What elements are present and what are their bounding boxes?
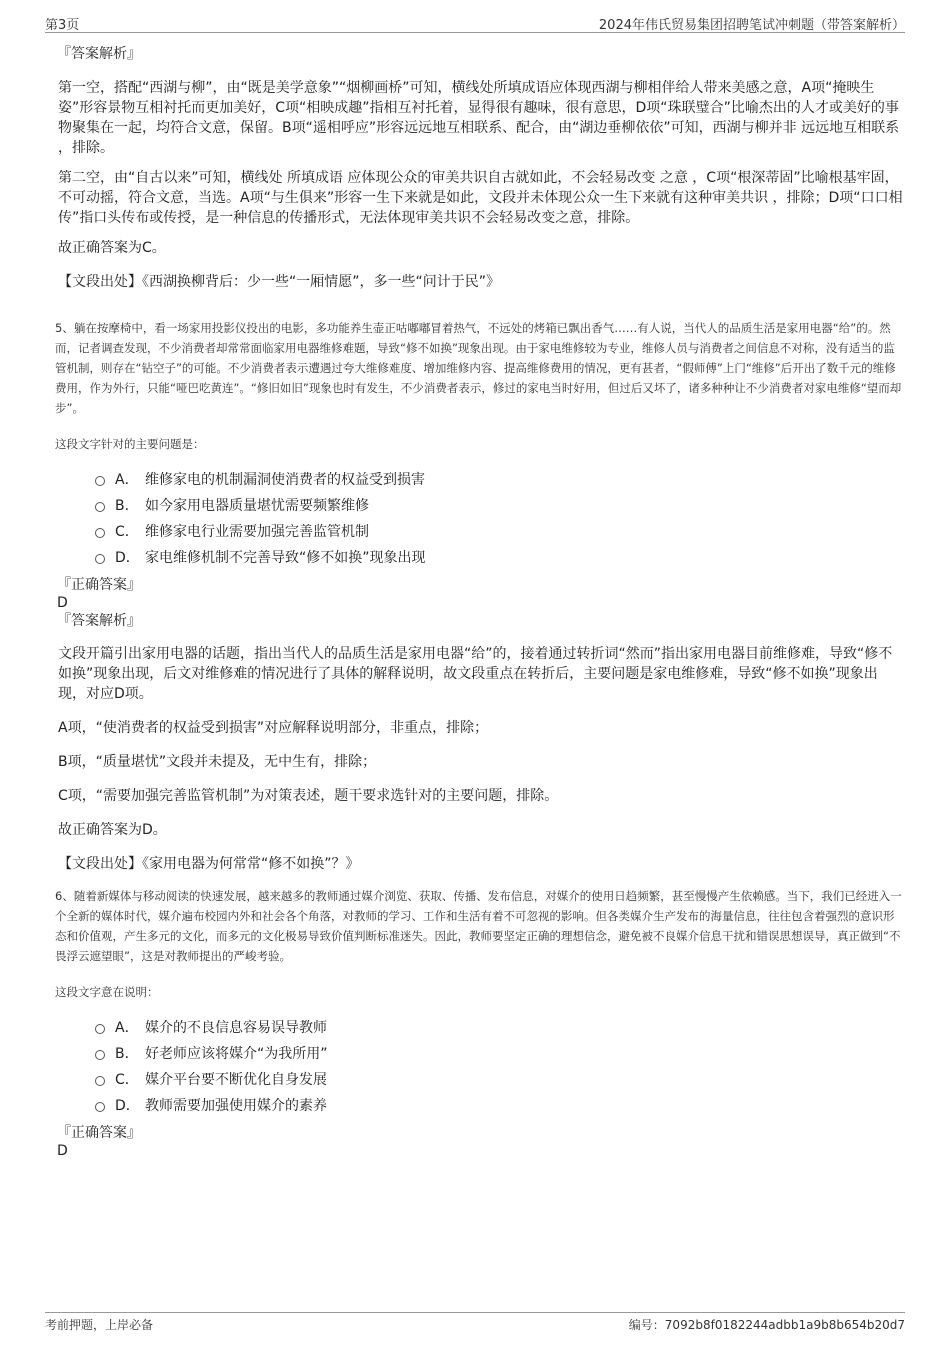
- answer-tag: 『正确答案』: [57, 1125, 141, 1141]
- option-b[interactable]: [95, 1040, 905, 1066]
- answer-tag: 『正确答案』: [57, 577, 141, 593]
- option-label: 媒介的不良信息容易误导教师: [145, 1020, 327, 1036]
- option-letter: A．: [115, 1020, 139, 1036]
- analysis-paragraph: 文段开篇引出家用电器的话题，指出当代人的品质生活是家用电器“给”的，接着通过转折词“然而”指出家用电器目前维修难，导致“修不如换”现象出现，后文对维修难的情况进行了具体的解释说明，故文段重点在转折后，主要问题是家电维修难，导致“修不如换”现象出现，对应D项。: [58, 646, 893, 702]
- radio-icon[interactable]: [95, 554, 105, 564]
- option-label: 维修家电行业需要加强完善监管机制: [145, 524, 369, 540]
- option-c[interactable]: [95, 1066, 905, 1092]
- source-citation: 【文段出处】《家用电器为何常常“修不如换”？》: [58, 856, 360, 872]
- option-list: [95, 466, 905, 570]
- radio-icon[interactable]: [95, 1102, 105, 1112]
- correct-answer: D: [57, 595, 68, 611]
- page-footer: [45, 1312, 905, 1333]
- analysis-option-c: C项，“需要加强完善监管机制”为对策表述，题干要求选针对的主要问题，排除。: [58, 788, 559, 804]
- radio-icon[interactable]: [95, 502, 105, 512]
- radio-icon[interactable]: [95, 476, 105, 486]
- option-letter: B．: [115, 1046, 139, 1062]
- footer-note: 考前押题，上岸必备: [45, 1318, 154, 1332]
- option-letter: B．: [115, 498, 139, 514]
- option-list: [95, 1014, 905, 1118]
- document-code: 编号：7092b8f0182244adbb1a9b8b654b20d7: [628, 1318, 905, 1332]
- document-title: 2024年伟氏贸易集团招聘笔试冲刺题（带答案解析）: [598, 18, 905, 33]
- option-label: 好老师应该将媒介“为我所用”: [145, 1046, 328, 1062]
- radio-icon[interactable]: [95, 1050, 105, 1060]
- main-content: [55, 44, 905, 1160]
- option-letter: C．: [115, 524, 139, 540]
- page-number: 第3页: [45, 18, 80, 33]
- question-text: 6、随着新媒体与移动阅读的快速发展，越来越多的教师通过媒介浏览、获取、传播、发布信息，对媒介的使用日趋频繁，甚至慢慢产生依赖感。当下，我们已经进入一个全新的媒体时代，媒介遍布校园内外和社会各个角落，对教师的学习、工作和生活有着不可忽视的影响。但各类媒介生产发布的海量信息，往往包含着强烈的意识形态和价值观，产生多元的文化，而多元的文化极易导致价值判断标准迷失。因此，教师要坚定正确的理想信念，避免被不良媒介信息干扰和错误思想误导，真正做到“不畏浮云遮望眼”，这是对教师提出的严峻考验。: [55, 889, 902, 963]
- option-a[interactable]: [95, 466, 905, 492]
- option-label: 维修家电的机制漏洞使消费者的权益受到损害: [145, 472, 425, 488]
- analysis-tag: 『答案解析』: [57, 613, 141, 629]
- option-letter: C．: [115, 1072, 139, 1088]
- analysis-option-a: A项，“使消费者的权益受到损害”对应解释说明部分，非重点，排除；: [58, 720, 489, 736]
- radio-icon[interactable]: [95, 1076, 105, 1086]
- option-label: 如今家用电器质量堪忧需要频繁维修: [145, 498, 369, 514]
- option-letter: D．: [115, 1098, 140, 1114]
- correct-answer: D: [57, 1143, 68, 1159]
- option-d[interactable]: [95, 1092, 905, 1118]
- question-prompt: 这段文字意在说明：: [55, 985, 159, 999]
- option-label: 媒介平台要不断优化自身发展: [145, 1072, 327, 1088]
- option-c[interactable]: [95, 518, 905, 544]
- analysis-paragraph: 第二空，由“自古以来”可知，横线处 所填成语 应体现公众的审美共识自古就如此，不会轻易改变 之意 ，C项“根深蒂固”比喻根基牢固，不可动摇，符合文意，当选。A项“与生俱来”形容一生下来就是如此，文段并未体现公众一生下来就有这种审美共识 ，排除；D项“口口相传”指口头传布或传授，是一种信息的传播形式，无法体现审美共识不会轻易改变之意，排除。: [58, 170, 903, 226]
- option-letter: A．: [115, 472, 139, 488]
- radio-icon[interactable]: [95, 528, 105, 538]
- analysis-conclusion: 故正确答案为D。: [58, 822, 167, 838]
- analysis-option-b: B项，“质量堪忧”文段并未提及，无中生有，排除；: [58, 754, 377, 770]
- analysis-paragraph: 第一空，搭配“西湖与柳”，由“既是美学意象”“烟柳画桥”可知，横线处所填成语应体现西湖与柳相伴给人带来美感之意，A项“掩映生姿”形容景物互相衬托而更加美好，C项“相映成趣”指相互衬托着，显得很有趣味，很有意思，D项“珠联璧合”比喻杰出的人才或美好的事物聚集在一起，均符合文意，保留。B项“遥相呼应”形容远远地互相联系、配合，由“湖边垂柳依依”可知，西湖与柳并非 远远地互相联系 ，排除。: [58, 80, 900, 156]
- question-text: 5、躺在按摩椅中，看一场家用投影仪投出的电影，多功能养生壶正咕嘟嘟冒着热气，不远处的烤箱已飘出香气……有人说，当代人的品质生活是家用电器“给”的。然而，记者调查发现，不少消费者却常常面临家用电器维修难题，导致“修不如换”现象出现。由于家电维修较为专业，维修人员与消费者之间信息不对称，没有适当的监管机制，则存在“钻空子”的可能。不少消费者表示遭遇过夸大维修难度、增加维修内容、提高维修费用的情况，更有甚者，“假师傅”上门“维修”后开出了数千元的维修费用，作为外行，只能“哑巴吃黄连”。“修旧如旧”现象也时有发生，不少消费者表示，修过的家电当时好用，但过后又坏了，诸多种种让不少消费者对家电维修“望而却步”。: [55, 321, 902, 415]
- option-label: 家电维修机制不完善导致“修不如换”现象出现: [145, 550, 426, 566]
- analysis-conclusion: 故正确答案为C。: [58, 240, 166, 256]
- radio-icon[interactable]: [95, 1024, 105, 1034]
- analysis-tag: 『答案解析』: [57, 46, 141, 62]
- option-letter: D．: [115, 550, 140, 566]
- option-label: 教师需要加强使用媒介的素养: [145, 1098, 327, 1114]
- option-b[interactable]: [95, 492, 905, 518]
- page-header: [45, 12, 905, 33]
- source-citation: 【文段出处】《西湖换柳背后：少一些“一厢情愿”，多一些“问计于民”》: [58, 274, 501, 290]
- option-d[interactable]: [95, 544, 905, 570]
- option-a[interactable]: [95, 1014, 905, 1040]
- question-prompt: 这段文字针对的主要问题是：: [55, 437, 205, 451]
